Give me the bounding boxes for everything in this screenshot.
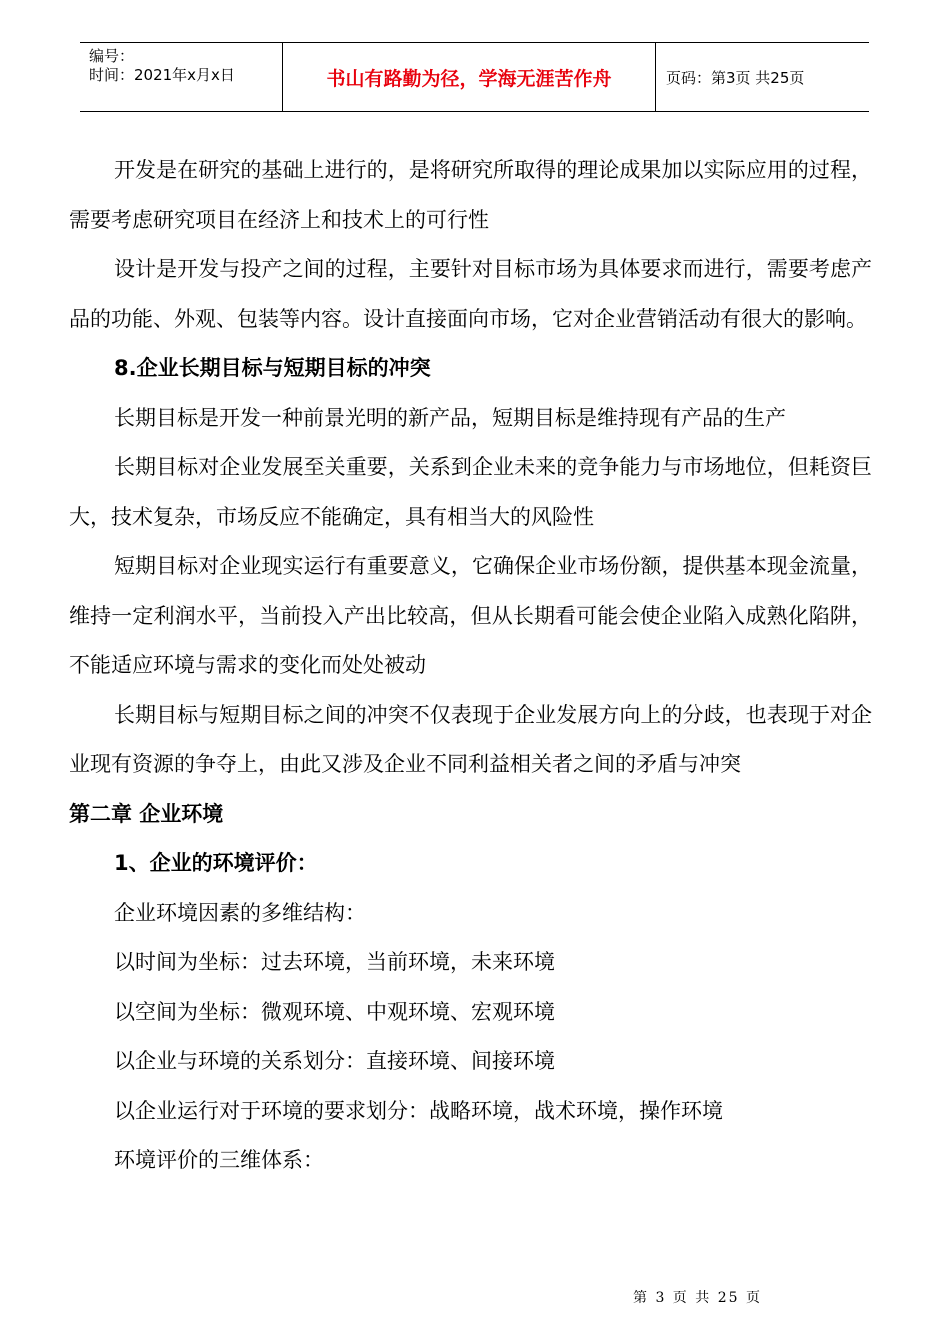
paragraph: 长期目标是开发一种前景光明的新产品，短期目标是维持现有产品的生产 bbox=[114, 405, 786, 430]
paragraph: 环境评价的三维体系： bbox=[114, 1148, 324, 1172]
chapter-heading: 第二章 企业环境 bbox=[69, 801, 224, 826]
paragraph: 短期目标对企业现实运行有重要意义，它确保企业市场份额，提供基本现金流量，维持一定利润水平，当前投入产出比较高，但从长期看可能会使企业陷入成熟化陷阱，不能适应环境与需求的变化而处处被动 bbox=[69, 554, 872, 677]
header-page-info: 页码：第3页 共25页 bbox=[666, 68, 805, 87]
paragraph: 以时间为坐标：过去环境，当前环境，未来环境 bbox=[114, 950, 555, 974]
paragraph: 长期目标与短期目标之间的冲突不仅表现于企业发展方向上的分歧，也表现于对企业现有资源的争夺上，由此又涉及企业不同利益相关者之间的矛盾与冲突 bbox=[69, 702, 872, 776]
paragraph: 设计是开发与投产之间的过程，主要针对目标市场为具体要求而进行，需要考虑产品的功能、外观、包装等内容。设计直接面向市场，它对企业营销活动有很大的影响。 bbox=[69, 257, 872, 331]
page-footer: 第 3 页 共 25 页 bbox=[633, 1290, 762, 1306]
section-heading: 1、企业的环境评价： bbox=[114, 851, 318, 875]
paragraph: 以空间为坐标：微观环境、中观环境、宏观环境 bbox=[114, 999, 555, 1024]
document-body bbox=[69, 146, 872, 1186]
paragraph: 长期目标对企业发展至关重要，关系到企业未来的竞争能力与市场地位，但耗资巨大，技术复杂，市场反应不能确定，具有相当大的风险性 bbox=[69, 455, 872, 529]
section-heading: 8.企业长期目标与短期目标的冲突 bbox=[114, 356, 431, 380]
paragraph: 以企业与环境的关系划分：直接环境、间接环境 bbox=[114, 1049, 555, 1073]
header-motto: 书山有路勤为径，学海无涯苦作舟 bbox=[283, 43, 656, 111]
paragraph: 开发是在研究的基础上进行的，是将研究所取得的理论成果加以实际应用的过程，需要考虑研究项目在经济上和技术上的可行性 bbox=[69, 158, 872, 232]
header-meta bbox=[80, 43, 283, 111]
page-header bbox=[80, 42, 869, 112]
number-label: 编号： bbox=[89, 47, 135, 65]
paragraph: 企业环境因素的多维结构： bbox=[114, 900, 366, 925]
time-label: 时间：2021年x月x日 bbox=[89, 66, 235, 84]
paragraph: 以企业运行对于环境的要求划分：战略环境，战术环境，操作环境 bbox=[114, 1098, 723, 1123]
